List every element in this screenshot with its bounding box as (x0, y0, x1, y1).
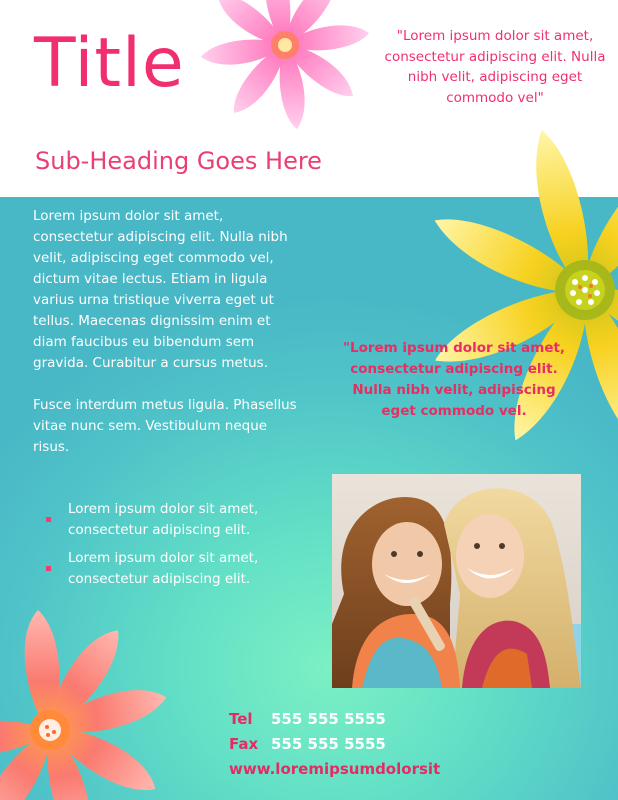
pull-quote: "Lorem ipsum dolor sit amet, consectetur adipiscing elit. Nulla nibh velit, adipiscing eget commodo vel. (342, 340, 566, 419)
tel-number: 555 555 5555 (271, 710, 386, 728)
photo-image (332, 474, 581, 688)
sub-heading: Sub-Heading Goes Here (35, 147, 322, 175)
body-text (33, 206, 303, 458)
coral-flower-icon (0, 600, 180, 800)
contact-block (229, 707, 440, 782)
body-paragraph: Lorem ipsum dolor sit amet, consectetur adipiscing elit. Nulla nibh velit, adipiscing eget commodo vel, dictum vitae lectus. Etiam in ligula varius urna tristique viverra eget ut tellus. Maecenas dignissim enim et diam faucibus eu bibendum sem gravida. Curabitur a cursus metus. (33, 208, 288, 371)
bullet-list (44, 499, 284, 597)
fax-label: Fax (229, 735, 259, 753)
bullet-item: Lorem ipsum dolor sit amet, consectetur adipiscing elit. (44, 548, 284, 590)
bullet-item: Lorem ipsum dolor sit amet, consectetur adipiscing elit. (44, 499, 284, 541)
pink-flower-icon (190, 0, 380, 140)
website-link[interactable]: www.loremipsumdolorsit (229, 760, 441, 778)
fax-number: 555 555 5555 (271, 735, 386, 753)
tel-label: Tel (229, 710, 253, 728)
fax-row (229, 732, 440, 757)
tel-row (229, 707, 440, 732)
body-paragraph: Fusce interdum metus ligula. Phasellus vitae nunc sem. Vestibulum neque risus. (33, 397, 297, 455)
header-quote: "Lorem ipsum dolor sit amet, consectetur adipiscing elit. Nulla nibh velit, adipiscing eget commodo vel" (384, 28, 606, 106)
page-title: Title (34, 24, 185, 103)
